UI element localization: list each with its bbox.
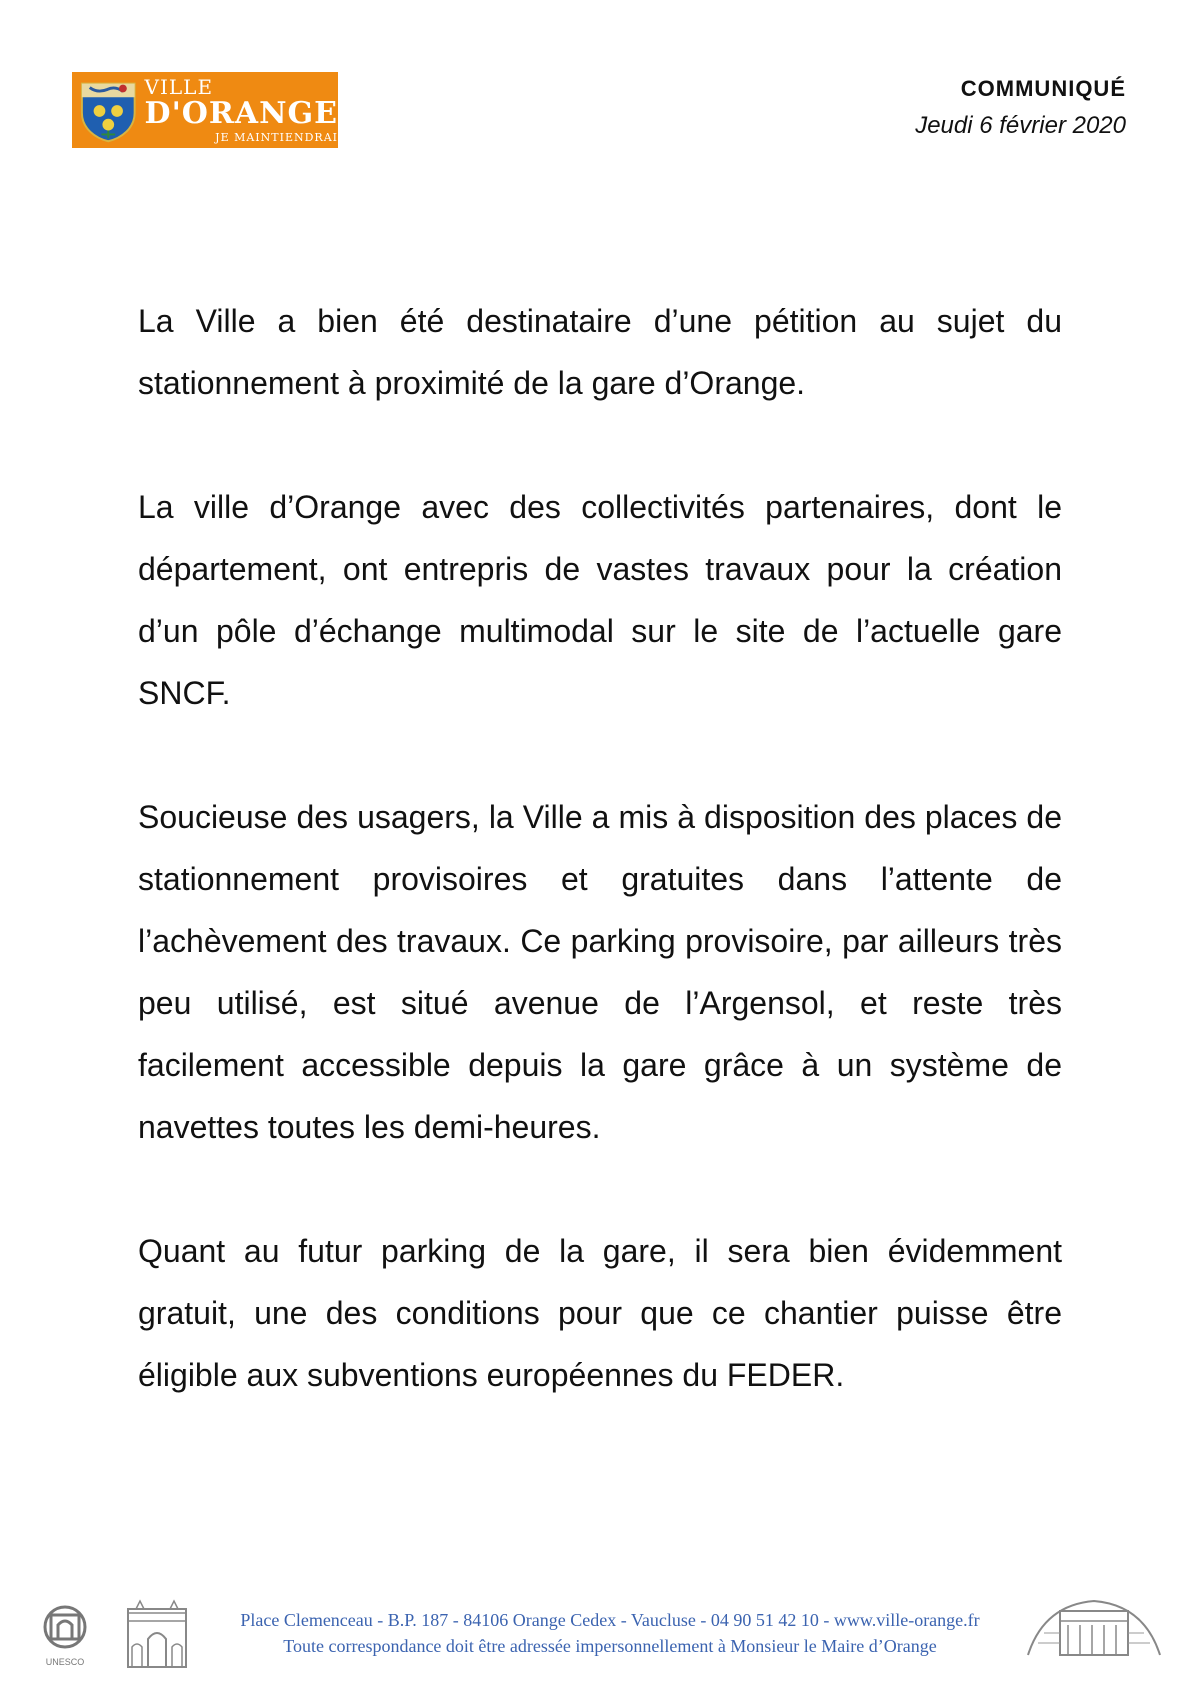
footer-note: Toute correspondance doit être adressée impersonnellement à Monsieur le Maire d’Orange (283, 1636, 937, 1656)
paragraph-4: Quant au futur parking de la gare, il sera bien évidemment gratuit, une des conditions pour que ce chantier puisse être éligible aux subventions européennes du FEDER. (138, 1233, 1062, 1393)
coat-of-arms-icon (78, 77, 139, 143)
document-body (138, 290, 1062, 1468)
unesco-label: UNESCO (45, 1657, 85, 1667)
paragraph-2: La ville d’Orange avec des collectivités partenaires, dont le département, ont entrepris de vastes travaux pour la création d’un pôle d’échange multimodal sur le site de l’actuelle gare SNCF. (138, 489, 1062, 711)
paragraph-3: Soucieuse des usagers, la Ville a mis à disposition des places de stationnement provisoires et gratuites dans l’attente de l’achèvement des travaux. Ce parking provisoire, par ailleurs très peu utilisé, est situé avenue de l’Argensol, et reste très facilement accessible depuis la gare grâce à un système de navettes toutes les demi-heures. (138, 799, 1062, 1145)
logo-ville-text: VILLE (144, 75, 214, 99)
footer (0, 1595, 1200, 1675)
logo-motto-text: JE MAINTIENDRAI (215, 131, 338, 144)
document-date: Jeudi 6 février 2020 (915, 112, 1126, 139)
paragraph-1: La Ville a bien été destinataire d’une pétition au sujet du stationnement à proximité de la gare d’Orange. (138, 303, 1062, 401)
footer-contact (190, 1607, 1030, 1659)
footer-address: Place Clemenceau - B.P. 187 - 84106 Orange Cedex - Vaucluse - 04 90 51 42 10 - www.ville-orange.fr (240, 1610, 980, 1630)
city-logo (72, 72, 338, 148)
logo-orange-text: D'ORANGE (144, 96, 338, 131)
unesco-heritage-icon (40, 1605, 90, 1667)
antique-theatre-icon (1024, 1595, 1164, 1659)
triumphal-arch-icon (124, 1599, 190, 1669)
document-title: COMMUNIQUÉ (960, 76, 1126, 101)
